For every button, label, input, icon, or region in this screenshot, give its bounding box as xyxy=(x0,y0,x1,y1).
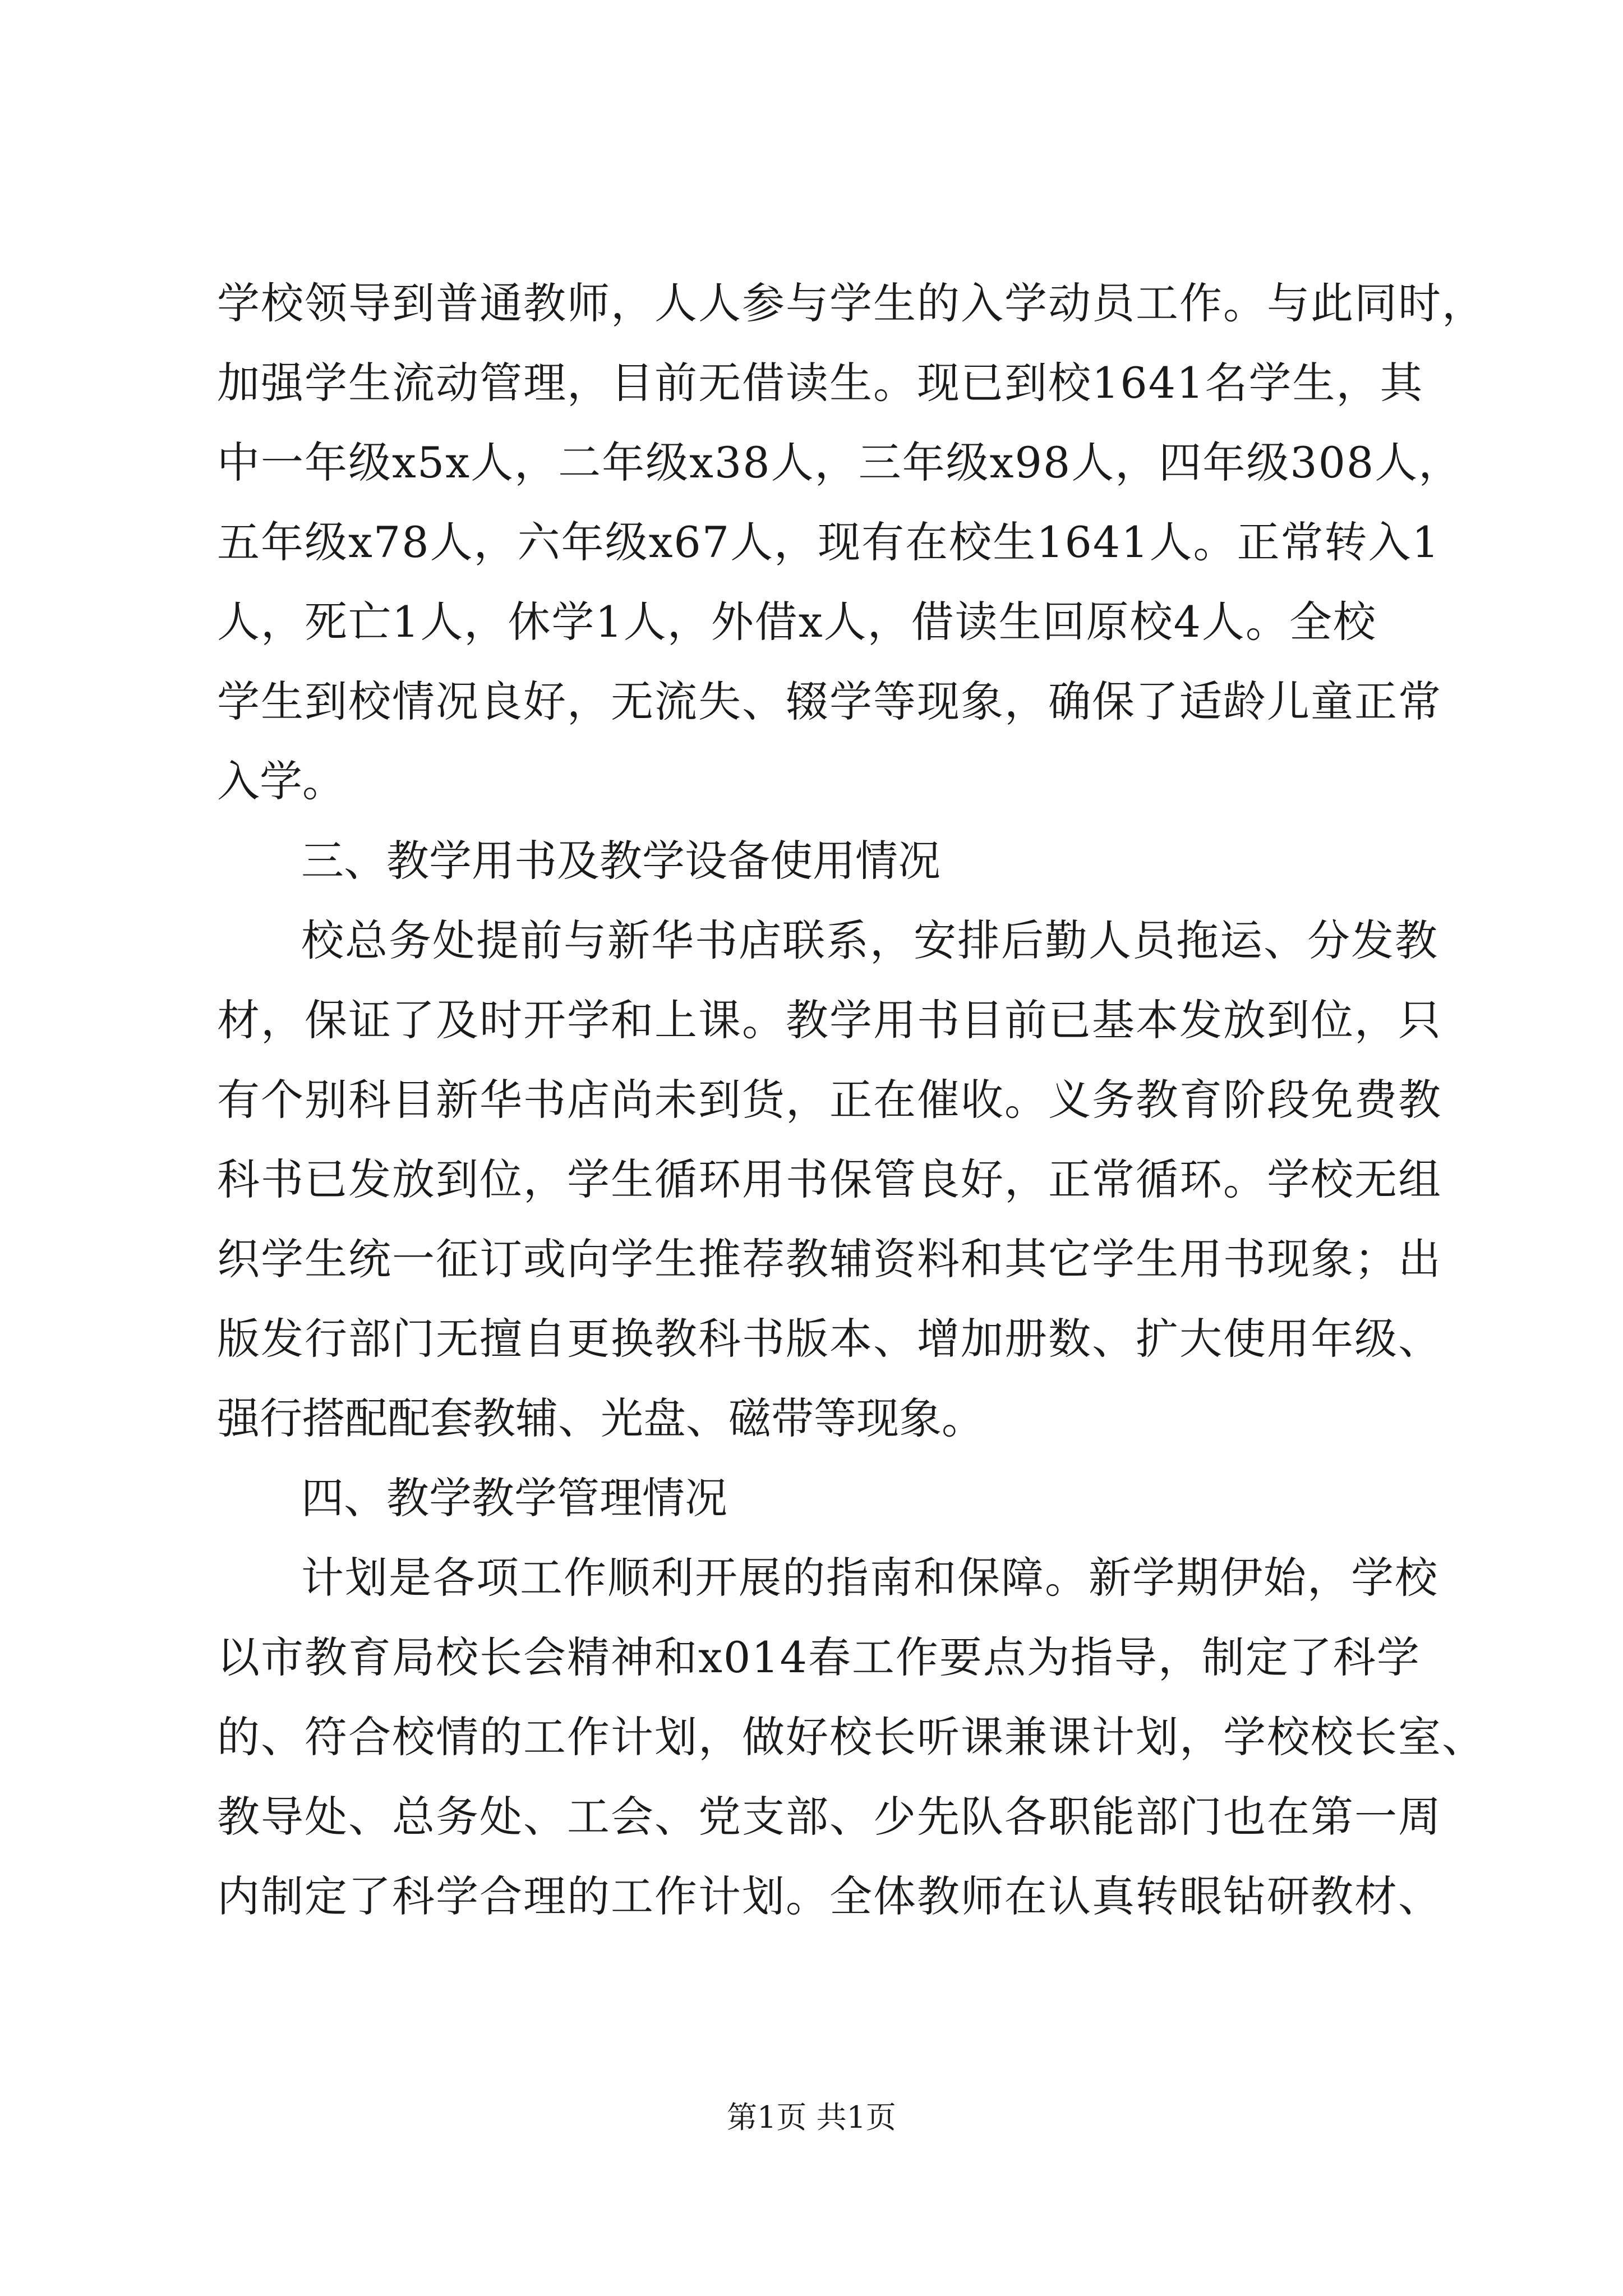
text-line: 学生到校情况良好，无流失、辍学等现象，确保了适龄儿童正常 xyxy=(217,677,1442,726)
text-line: 中一年级x5x人，二年级x38人，三年级x98人，四年级308人， xyxy=(217,438,1463,487)
section-heading-3 xyxy=(217,821,1440,901)
text-line: 教导处、总务处、工会、党支部、少先队各职能部门也在第一周 xyxy=(217,1792,1442,1842)
paragraph-textbooks xyxy=(217,901,1440,1458)
text-line: 计划是各项工作顺利开展的指南和保障。新学期伊始，学校 xyxy=(301,1553,1438,1603)
text-line: 有个别科目新华书店尚未到货，正在催收。义务教育阶段免费教 xyxy=(217,1075,1442,1125)
document-body xyxy=(217,264,1486,1936)
text-line: 版发行部门无擅自更换教科书版本、增加册数、扩大使用年级、 xyxy=(217,1314,1442,1364)
text-line: 加强学生流动管理，目前无借读生。现已到校1641名学生，其 xyxy=(217,358,1424,408)
paragraph-enrollment xyxy=(217,264,1486,821)
text-line: 入学。 xyxy=(217,756,345,806)
text-line: 的、符合校情的工作计划，做好校长听课兼课计划，学校校长室、 xyxy=(217,1712,1486,1762)
text-line: 材，保证了及时开学和上课。教学用书目前已基本发放到位，只 xyxy=(217,995,1442,1045)
page-footer xyxy=(0,2098,1623,2137)
page-number-label: 第1页 共1页 xyxy=(727,2100,896,2135)
text-line: 校总务处提前与新华书店联系，安排后勤人员拖运、分发教 xyxy=(301,915,1438,965)
text-line: 内制定了科学合理的工作计划。全体教师在认真转眼钻研教材、 xyxy=(217,1871,1442,1921)
heading-text: 三、教学用书及教学设备使用情况 xyxy=(301,836,940,886)
text-line: 科书已发放到位，学生循环用书保管良好，正常循环。学校无组 xyxy=(217,1154,1442,1204)
heading-text: 四、教学教学管理情况 xyxy=(301,1473,727,1523)
text-line: 强行搭配配套教辅、光盘、磁带等现象。 xyxy=(217,1393,984,1443)
text-line: 五年级x78人，六年级x67人，现有在校生1641人。正常转入1 xyxy=(217,517,1440,567)
paragraph-planning xyxy=(217,1538,1486,1936)
text-line: 以市教育局校长会精神和x014春工作要点为指导，制定了科学 xyxy=(217,1632,1421,1682)
text-line: 人，死亡1人，休学1人，外借x人，借读生回原校4人。全校 xyxy=(217,597,1377,647)
text-line: 学校领导到普通教师，人人参与学生的入学动员工作。与此同时， xyxy=(217,278,1486,328)
section-heading-4 xyxy=(217,1458,1440,1538)
text-line: 织学生统一征订或向学生推荐教辅资料和其它学生用书现象；出 xyxy=(217,1234,1442,1284)
